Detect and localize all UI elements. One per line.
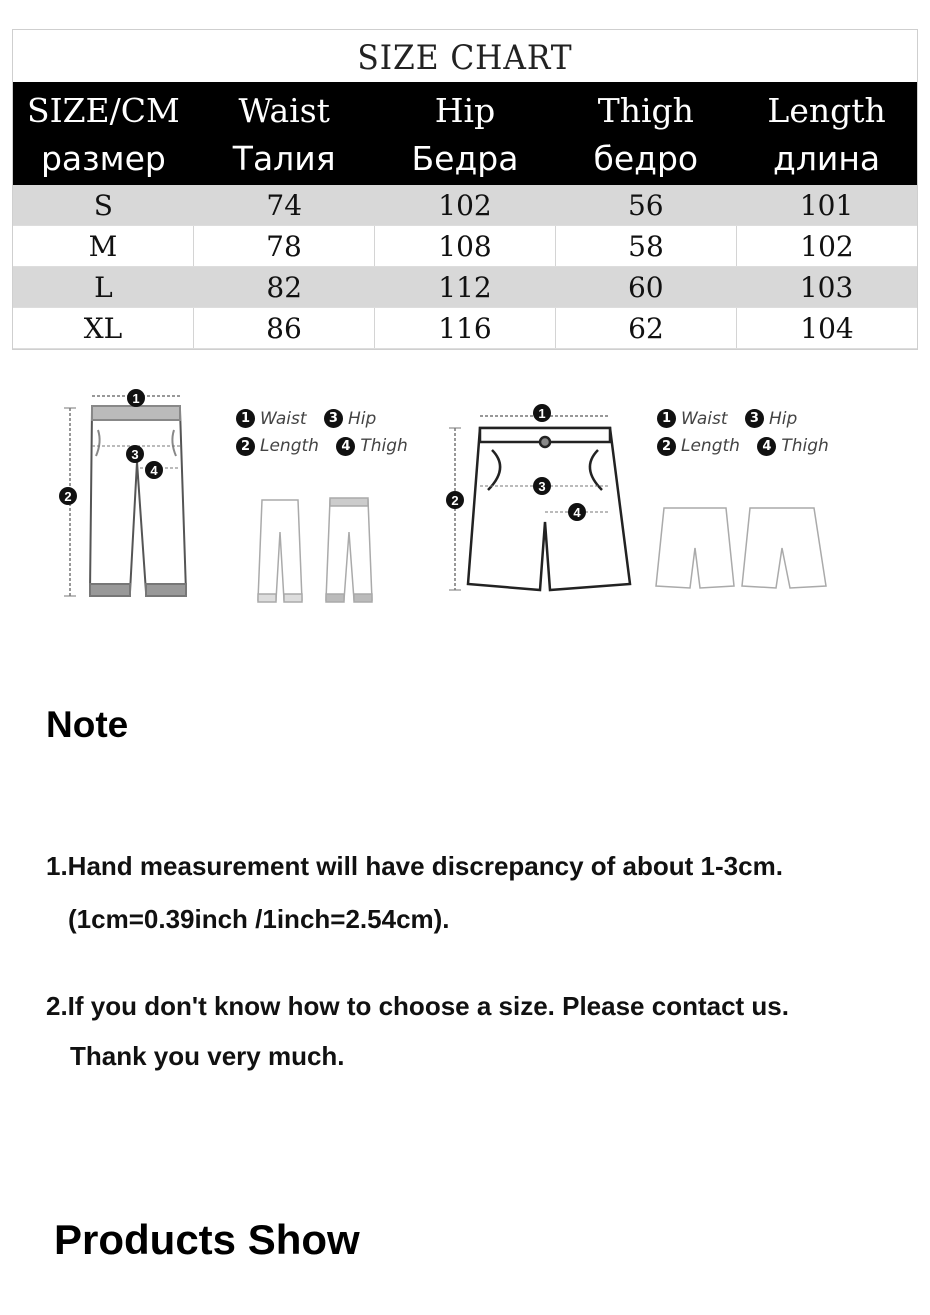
cell-waist: 82 [266, 271, 303, 304]
legend-item [657, 406, 728, 432]
table-row [13, 307, 917, 349]
cell-thigh: 62 [555, 308, 736, 348]
legend-number: 1 [236, 409, 255, 428]
legend-label: Thigh [360, 436, 408, 456]
header-thigh-ru: бедро [593, 139, 699, 178]
note-heading: Note [46, 704, 129, 745]
header-thigh-en: Thigh [597, 91, 694, 130]
cell-thigh: 58 [555, 226, 736, 266]
legend-number: 3 [324, 409, 343, 428]
cell-waist: 86 [193, 308, 374, 348]
table-row [13, 225, 917, 267]
cell-hip: 108 [374, 226, 555, 266]
legend-pants [236, 404, 426, 459]
cell-length: 102 [736, 226, 917, 266]
marker-4-icon [568, 503, 586, 521]
marker-3-icon [533, 477, 551, 495]
cell-length: 103 [799, 271, 854, 304]
legend-label: Length [260, 436, 319, 456]
legend-label: Hip [347, 408, 377, 429]
header-thigh [555, 82, 736, 185]
cell-size: M [88, 230, 118, 263]
header-hip-ru: Бедра [411, 139, 519, 178]
legend-label: Hip [768, 408, 798, 429]
legend-label: Length [681, 436, 740, 456]
pants-thumbnail-back [326, 498, 372, 602]
legend-item [657, 433, 740, 459]
cell-size: L [94, 271, 113, 304]
marker-1-icon [127, 389, 145, 407]
legend-number: 4 [757, 437, 776, 456]
measurement-diagram [40, 372, 900, 617]
cell-thigh: 60 [627, 271, 664, 304]
svg-text:3: 3 [131, 447, 139, 462]
cell-length: 104 [736, 308, 917, 348]
note-line-1: 1.Hand measurement will have discrepancy of about 1-3cm. [46, 851, 783, 881]
svg-text:1: 1 [538, 406, 546, 421]
marker-2-icon [59, 487, 77, 505]
note-line-2-thanks: Thank you very much. [70, 1041, 345, 1071]
legend-label: Waist [260, 408, 307, 429]
table-row [13, 267, 917, 307]
cell-waist: 74 [266, 189, 303, 222]
legend-item [324, 406, 376, 432]
table-row [13, 185, 917, 225]
header-size-en: SIZE/CM [26, 91, 180, 130]
legend-number: 4 [336, 437, 355, 456]
size-chart-table [12, 29, 918, 350]
products-show-heading: Products Show [54, 1216, 360, 1263]
svg-text:4: 4 [150, 463, 158, 478]
legend-label: Waist [681, 408, 728, 429]
pants-drawing [90, 406, 186, 596]
cell-length: 101 [799, 189, 854, 222]
cell-waist: 78 [193, 226, 374, 266]
shorts-drawing [468, 428, 630, 590]
svg-text:4: 4 [573, 505, 581, 520]
size-chart-header-row [13, 82, 917, 185]
header-size [13, 82, 194, 185]
legend-shorts [657, 404, 857, 459]
cell-hip: 116 [374, 308, 555, 348]
cell-size: S [93, 189, 113, 222]
marker-2-icon [446, 491, 464, 509]
legend-number: 2 [236, 437, 255, 456]
pants-thumbnail-front [258, 500, 302, 602]
legend-item [236, 433, 319, 459]
header-length-en: Length [767, 91, 886, 130]
marker-3-icon [126, 445, 144, 463]
note-line-1-conversion: (1cm=0.39inch /1inch=2.54cm). [68, 904, 450, 934]
legend-number: 1 [657, 409, 676, 428]
svg-text:1: 1 [132, 391, 140, 406]
header-waist [194, 82, 375, 185]
header-hip-en: Hip [434, 91, 496, 130]
marker-1-icon [533, 404, 551, 422]
marker-4-icon [145, 461, 163, 479]
shorts-thumbnail-front [656, 508, 734, 588]
cell-hip: 112 [438, 271, 492, 304]
header-length [736, 82, 917, 185]
note-line-2: 2.If you don't know how to choose a size. Please contact us. [46, 991, 789, 1021]
legend-item [336, 433, 407, 459]
shorts-thumbnail-back [742, 508, 826, 588]
size-chart-title: SIZE CHART [357, 38, 573, 78]
legend-number: 2 [657, 437, 676, 456]
cell-size: XL [83, 312, 123, 345]
legend-item [236, 406, 307, 432]
legend-number: 3 [745, 409, 764, 428]
legend-label: Thigh [781, 436, 829, 456]
header-waist-en: Waist [238, 91, 330, 130]
svg-text:2: 2 [451, 493, 459, 508]
legend-item [745, 406, 797, 432]
svg-text:2: 2 [64, 489, 72, 504]
header-waist-ru: Талия [232, 139, 336, 178]
header-size-ru: размер [40, 139, 166, 178]
header-hip [375, 82, 556, 185]
svg-text:3: 3 [538, 479, 546, 494]
header-length-ru: длина [773, 139, 881, 178]
legend-item [757, 433, 828, 459]
cell-thigh: 56 [627, 189, 664, 222]
cell-hip: 102 [438, 189, 492, 222]
